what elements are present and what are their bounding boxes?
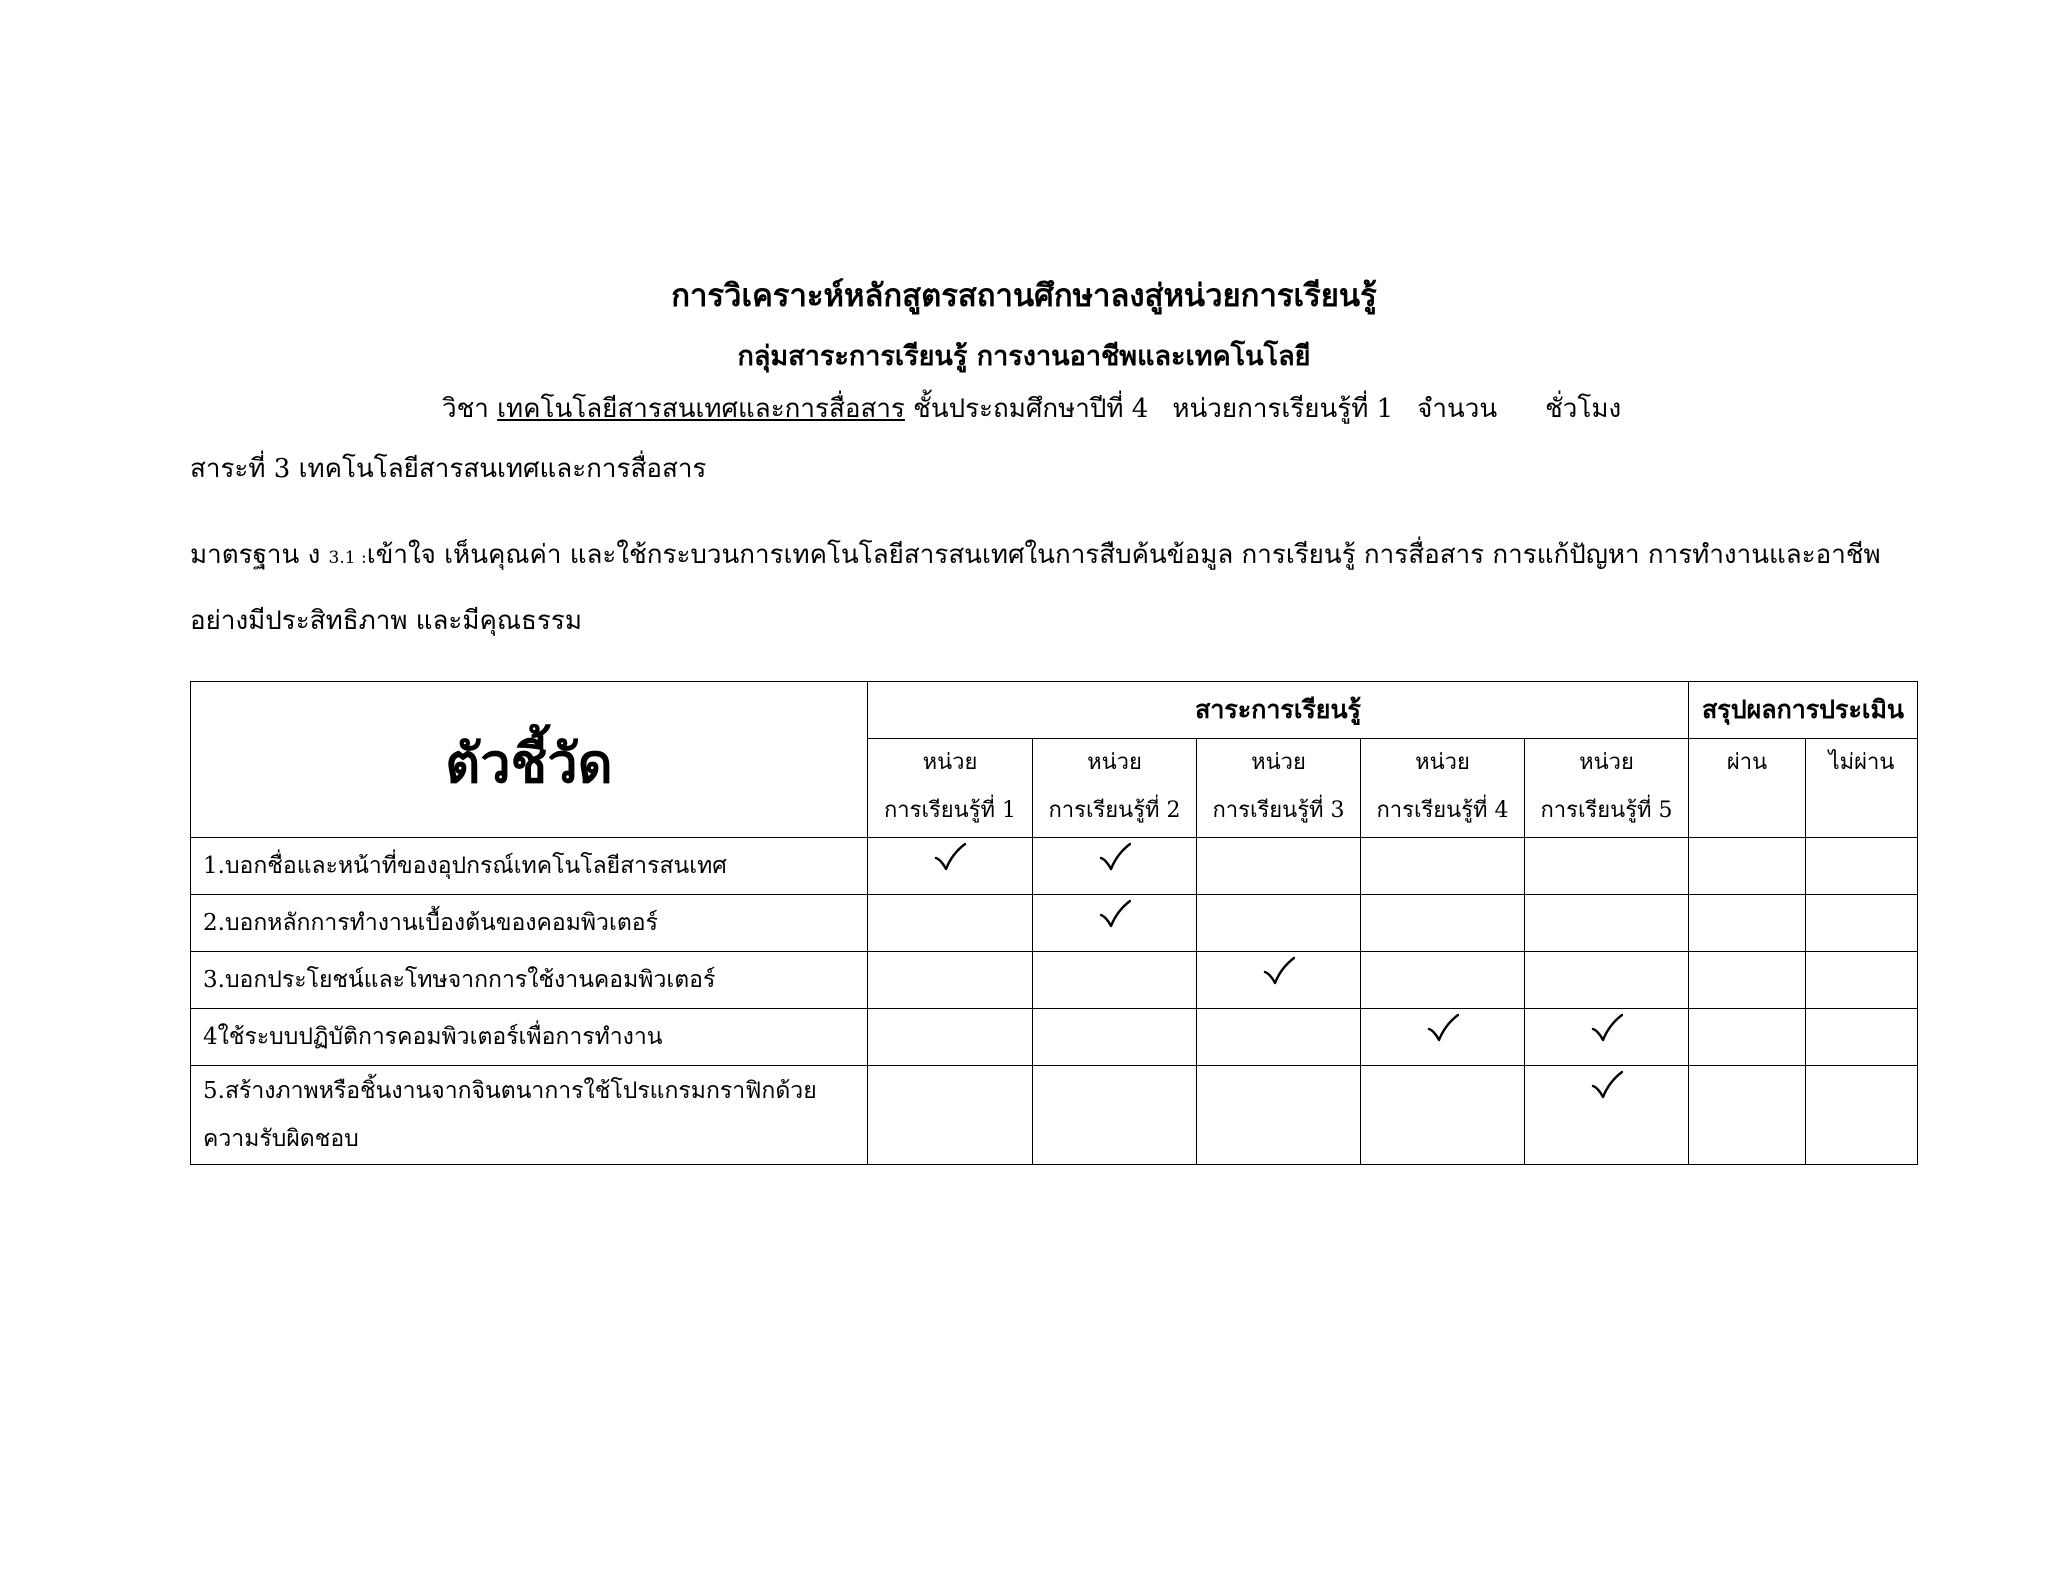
indicator-cell: 2.บอกหลักการทำงานเบื้องต้นของคอมพิวเตอร์ <box>191 895 868 952</box>
table-row <box>191 1066 1918 1165</box>
unit-cell <box>868 1009 1033 1066</box>
fail-cell <box>1806 952 1918 1009</box>
unit-cell <box>1525 838 1689 895</box>
indicator-cell <box>191 1066 868 1165</box>
standard-line <box>190 534 1881 575</box>
unit-cell <box>1197 1009 1361 1066</box>
unit-header <box>1525 739 1689 838</box>
pass-cell <box>1689 895 1806 952</box>
unit-cell <box>1197 838 1361 895</box>
unit-cell <box>1033 952 1197 1009</box>
grade-label: ชั้นประถมศึกษาปีที่ 4 <box>913 394 1149 424</box>
indicator-cell: 4ใช้ระบบปฏิบัติการคอมพิวเตอร์เพื่อการทำงาน <box>191 1009 868 1066</box>
fail-header: ไม่ผ่าน <box>1806 739 1918 838</box>
unit-cell <box>868 952 1033 1009</box>
unit-cell <box>868 1066 1033 1165</box>
assessment-summary-header: สรุปผลการประเมิน <box>1689 682 1918 739</box>
hours-label: ชั่วโมง <box>1545 394 1622 424</box>
indicator-line2: ความรับผิดชอบ <box>203 1126 359 1152</box>
unit-cell <box>868 838 1033 895</box>
checkmark-icon <box>1099 899 1131 929</box>
document-subtitle: กลุ่มสาระการเรียนรู้ การงานอาชีพและเทคโนโลยี <box>737 341 1311 372</box>
checkmark-icon <box>1263 956 1295 986</box>
unit-header-line1: หน่วย <box>1087 750 1142 775</box>
learning-content-header: สาระการเรียนรู้ <box>868 682 1689 739</box>
unit-cell <box>1361 895 1525 952</box>
unit-header <box>1197 739 1361 838</box>
unit-header <box>1033 739 1197 838</box>
unit-cell <box>1033 1066 1197 1165</box>
table-row <box>191 1009 1918 1066</box>
checkmark-icon <box>934 842 966 872</box>
unit-header-line2: การเรียนรู้ที่ 4 <box>1376 798 1509 823</box>
unit-header-line1: หน่วย <box>922 750 978 775</box>
unit-cell <box>1525 895 1689 952</box>
fail-cell <box>1806 838 1918 895</box>
pass-cell <box>1689 1009 1806 1066</box>
unit-cell <box>1525 952 1689 1009</box>
unit-cell <box>1361 1009 1525 1066</box>
fail-cell <box>1806 1066 1918 1165</box>
strand-line: สาระที่ 3 เทคโนโลยีสารสนเทศและการสื่อสาร <box>190 454 707 484</box>
unit-header-line2: การเรียนรู้ที่ 3 <box>1212 798 1345 823</box>
indicator-header: ตัวชี้วัด <box>191 682 868 838</box>
pass-cell <box>1689 952 1806 1009</box>
document-title: การวิเคราะห์หลักสูตรสถานศึกษาลงสู่หน่วยการเรียนรู้ <box>671 278 1377 314</box>
unit-header-line1: หน่วย <box>1251 750 1306 775</box>
unit-cell <box>1361 952 1525 1009</box>
standard-prefix: มาตรฐาน ง <box>190 540 321 570</box>
unit-cell <box>1361 838 1525 895</box>
standard-code: 3.1 : <box>328 548 367 568</box>
subject-name: เทคโนโลยีสารสนเทศและการสื่อสาร <box>497 394 905 424</box>
checkmark-icon <box>1591 1070 1623 1100</box>
fail-cell <box>1806 895 1918 952</box>
unit-cell <box>1525 1009 1689 1066</box>
unit-cell <box>1525 1066 1689 1165</box>
unit-cell <box>1197 952 1361 1009</box>
checkmark-icon <box>1099 842 1131 872</box>
unit-header-line2: การเรียนรู้ที่ 1 <box>883 798 1017 823</box>
unit-header-line2: การเรียนรู้ที่ 5 <box>1540 798 1673 823</box>
amount-label: จำนวน <box>1417 394 1498 424</box>
unit-cell <box>1197 1066 1361 1165</box>
pass-cell <box>1689 838 1806 895</box>
unit-header-line1: หน่วย <box>1579 750 1634 775</box>
unit-cell <box>1197 895 1361 952</box>
unit-cell <box>1361 1066 1525 1165</box>
fail-cell <box>1806 1009 1918 1066</box>
curriculum-analysis-table <box>190 681 1918 1165</box>
subject-prefix: วิชา <box>442 394 489 424</box>
checkmark-icon <box>1591 1013 1623 1043</box>
unit-label: หน่วยการเรียนรู้ที่ 1 <box>1172 394 1394 424</box>
unit-header <box>1361 739 1525 838</box>
checkmark-icon <box>1427 1013 1459 1043</box>
unit-header <box>868 739 1033 838</box>
table-row <box>191 952 1918 1009</box>
pass-cell <box>1689 1066 1806 1165</box>
unit-cell <box>1033 895 1197 952</box>
indicator-cell: 1.บอกชื่อและหน้าที่ของอุปกรณ์เทคโนโลยีสารสนเทศ <box>191 838 868 895</box>
unit-cell <box>1033 1009 1197 1066</box>
indicator-cell: 3.บอกประโยชน์และโทษจากการใช้งานคอมพิวเตอร์ <box>191 952 868 1009</box>
table-row <box>191 895 1918 952</box>
unit-cell <box>868 895 1033 952</box>
standard-line-continued: อย่างมีประสิทธิภาพ และมีคุณธรรม <box>190 606 582 636</box>
unit-header-line2: การเรียนรู้ที่ 2 <box>1048 798 1181 823</box>
standard-text: เข้าใจ เห็นคุณค่า และใช้กระบวนการเทคโนโลยีสารสนเทศในการสืบค้นข้อมูล การเรียนรู้ การสื่อสาร การแก้ปัญหา การทำงานและอาชีพ <box>366 540 1881 570</box>
pass-header: ผ่าน <box>1689 739 1806 838</box>
unit-header-line1: หน่วย <box>1415 750 1470 775</box>
table-row <box>191 838 1918 895</box>
unit-cell <box>1033 838 1197 895</box>
indicator-line1: 5.สร้างภาพหรือชิ้นงานจากจินตนาการใช้โปรแกรมกราฟิกด้วย <box>203 1078 817 1104</box>
subject-line <box>442 388 1621 429</box>
